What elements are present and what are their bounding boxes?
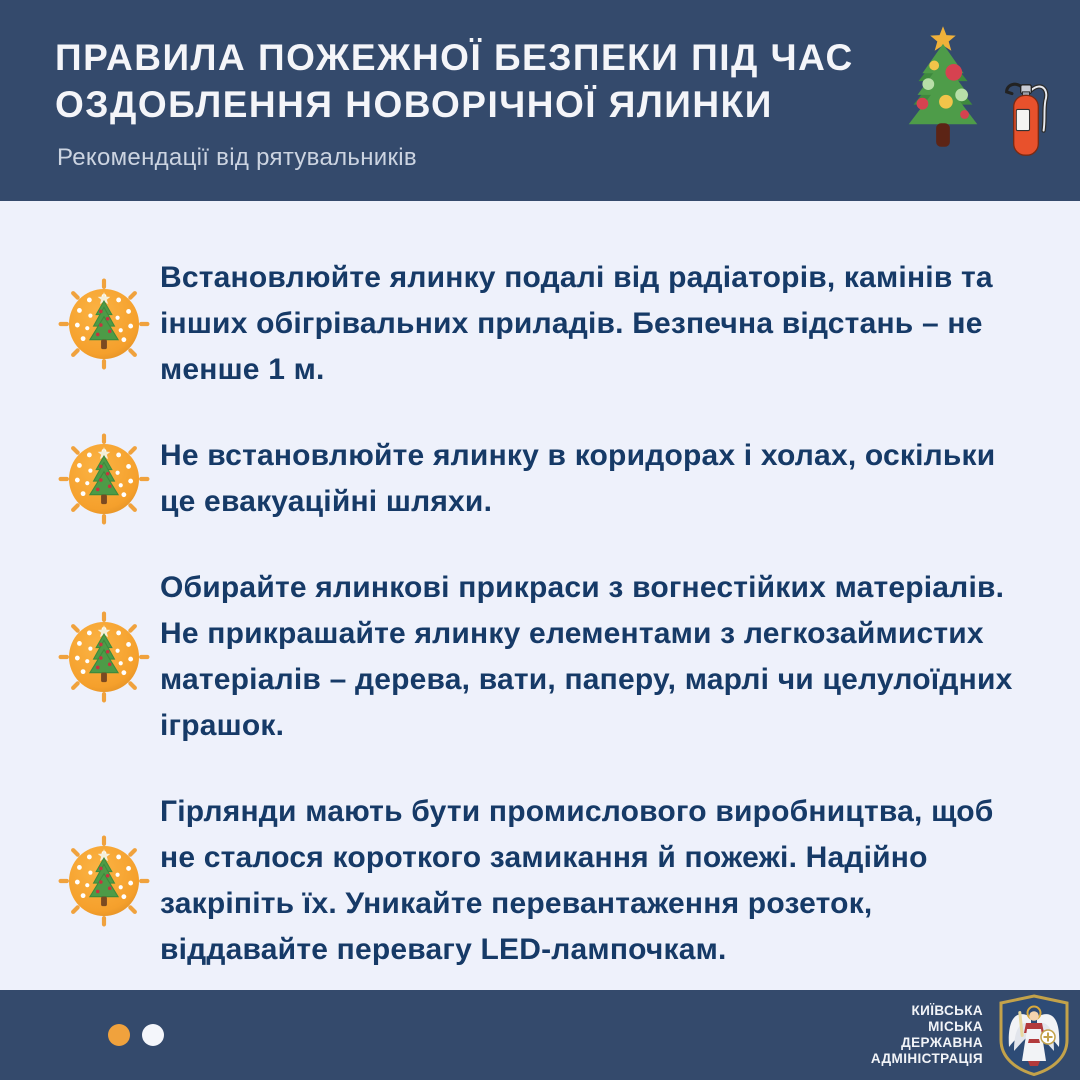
kyiv-coat-of-arms-logo xyxy=(996,993,1072,1077)
carousel-dots xyxy=(108,1024,164,1046)
org-line-2: МІСЬКА xyxy=(928,1019,983,1034)
tree-in-sun-badge-icon xyxy=(58,433,150,525)
title-line-1: ПРАВИЛА ПОЖЕЖНОЇ БЕЗПЕКИ ПІД ЧАС xyxy=(55,37,854,78)
organization-name xyxy=(871,1003,983,1067)
tip-text: Гірлянди мають бути промислового виробництва, щоб не сталося короткого замикання й пожежі. Надійно закріпіть їх. Уникайте перевантаження розеток, віддавайте перевагу LED-лампочкам. xyxy=(160,795,994,966)
org-line-3: ДЕРЖАВНА xyxy=(901,1035,983,1050)
tree-in-sun-badge-icon xyxy=(58,835,150,927)
tips-list xyxy=(0,201,1080,990)
organization-block xyxy=(871,993,1072,1077)
tip-text: Обирайте ялинкові прикраси з вогнестійких матеріалів. Не прикрашайте ялинку елементами з легкозаймистих матеріалів – дерева, вати, паперу, марлі чи целулоїдних іграшок. xyxy=(160,571,1013,742)
tree-in-sun-badge-icon xyxy=(58,611,150,703)
tip-text: Встановлюйте ялинку подалі від радіаторів, камінів та інших обігрівальних приладів. Безпечна відстань – не менше 1 м. xyxy=(160,261,993,386)
carousel-dot-active[interactable] xyxy=(108,1024,130,1046)
tip-item-4 xyxy=(58,789,1028,973)
title-line-2: ОЗДОБЛЕННЯ НОВОРІЧНОЇ ЯЛИНКИ xyxy=(55,84,773,125)
tip-text: Не встановлюйте ялинку в коридорах і холах, оскільки це евакуаційні шляхи. xyxy=(160,439,996,518)
subtitle: Рекомендації від рятувальників xyxy=(57,144,417,171)
org-line-4: АДМІНІСТРАЦІЯ xyxy=(870,1051,983,1066)
carousel-dot-inactive[interactable] xyxy=(142,1024,164,1046)
tip-item-2 xyxy=(58,433,1028,525)
tip-item-1 xyxy=(58,255,1028,393)
tip-item-3 xyxy=(58,565,1028,749)
christmas-tree-icon xyxy=(894,24,992,152)
tree-in-sun-badge-icon xyxy=(58,278,150,370)
fire-extinguisher-icon xyxy=(996,76,1056,164)
header xyxy=(0,0,1080,201)
org-line-1: КИЇВСЬКА xyxy=(911,1003,983,1018)
footer xyxy=(0,990,1080,1080)
